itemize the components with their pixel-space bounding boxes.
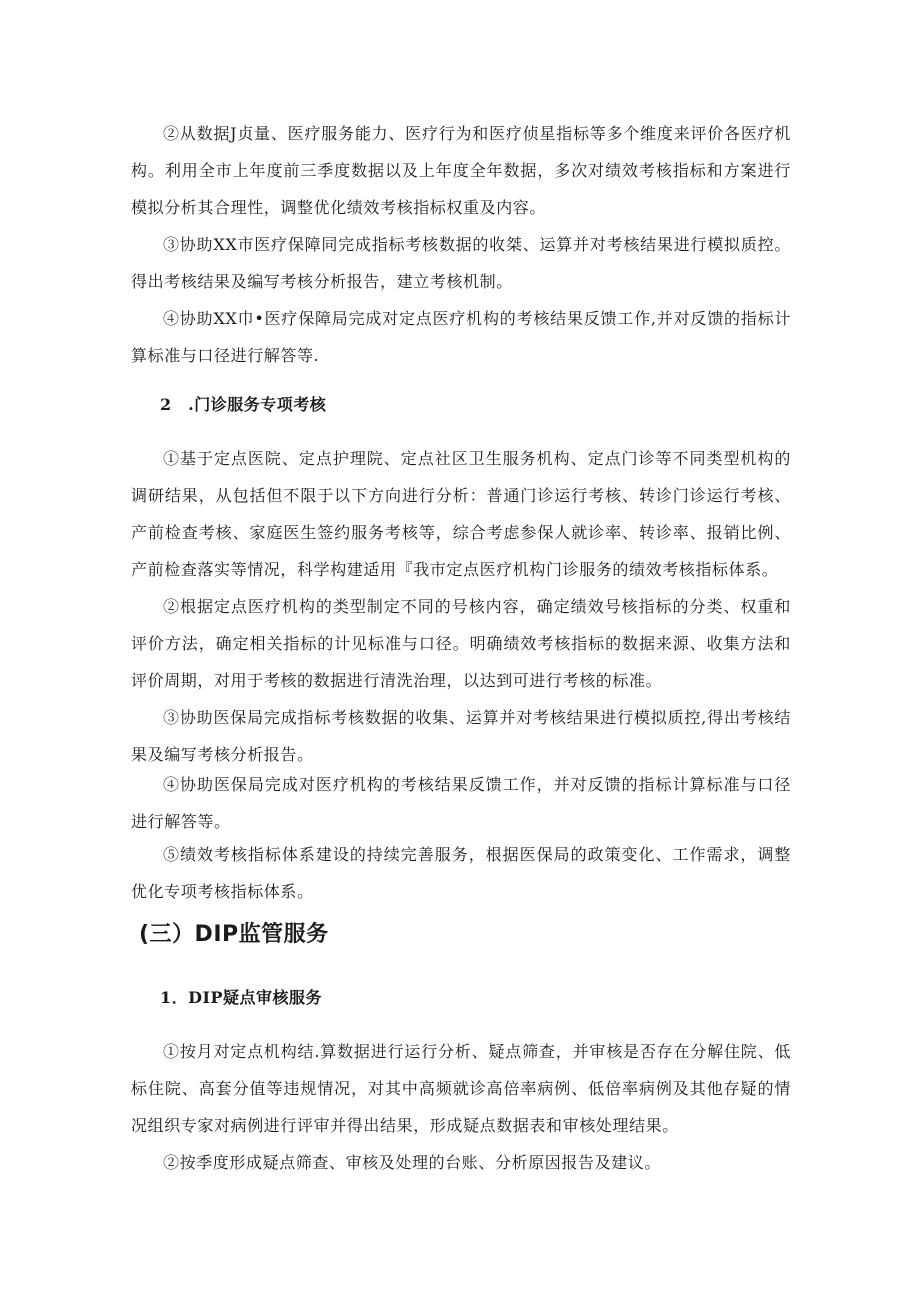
paragraph-assist-feedback: ④协助XX巾•医疗保障局完成对定点医疗机构的考核结果反馈工作,并对反馈的指标计算标准与口径进行解答等. [131, 309, 791, 365]
paragraph-outpatient-quality-control: ③协助医保局完成指标考核数据的收集、运算并对考核结果进行模拟质控,得出考核结果及编写考核分析报告。 [131, 708, 791, 764]
paragraph-outpatient-improvement: ⑤绩效考核指标体系建设的持续完善服务，根据医保局的政策变化、工作需求，调整优化专项考核指标体系。 [131, 845, 791, 901]
paragraph-outpatient-indicators: ②根据定点医疗机构的类型制定不同的号核内容，确定绩效号核指标的分类、权重和评价方法，确定相关指标的计见标准与口径。明确绩效考核指标的数据来源、收集方法和评价周期，对用于考核的数据进行清洗治理，以达到可进行考核的标准。 [131, 597, 791, 690]
heading-dip-review: 1．DIP疑点审核服务 [160, 988, 323, 1007]
paragraph-assist-data-collection: ③协助XX市医疗保障同完成指标考核数据的收桀、运算并对考核结果进行模拟质控。得出考核结果及编写考核分析报告，建立考核机制。 [131, 235, 791, 291]
paragraph-dip-monthly-analysis: ①按月对定点机构结.算数据进行运行分析、疑点筛查，并审核是否存在分解住院、低标住院、高套分值等违规情况，对其中高频就诊高倍率病例、低倍率病例及其他存疑的情况组织专家对病例进行评审并得出结果，形成疑点数据表和审核处理结果。 [131, 1042, 791, 1135]
heading-outpatient-assessment: 2 .门诊服务专项考核 [160, 395, 327, 414]
paragraph-outpatient-research: ①基于定点医院、定点护理院、定点社区卫生服务机构、定点门诊等不同类型机构的调研结果，从包括但不限于以下方向进行分析：普通门诊运行考核、转诊门诊运行考核、产前检查考核、家庭医生签约服务考核等，综合考虑参保人就诊率、转诊率、报销比例、产前检查落实等情况，科学构建适用『我市定点医疗机构门诊服务的绩效考核指标体系。 [131, 449, 791, 579]
paragraph-evaluation-dimensions: ②从数据J贞量、医疗服务能力、医疗行为和医疗侦星指标等多个维度来评价各医疗机构。利用全市上年度前三季度数据以及上年度全年数据，多次对绩效考核指标和方案进行模拟分析其合理性，调整优化绩效考核指标权重及内容。 [131, 124, 791, 217]
paragraph-dip-quarterly-report: ②按季度形成疑点筛查、审核及处理的台账、分析原因报告及建议。 [163, 1153, 662, 1172]
paragraph-outpatient-feedback: ④协助医保局完成对医疗机构的考核结果反馈工作，并对反馈的指标计算标准与口径进行解答等。 [131, 775, 791, 831]
heading-dip-supervision: (三）DIP监管服务 [139, 922, 329, 947]
